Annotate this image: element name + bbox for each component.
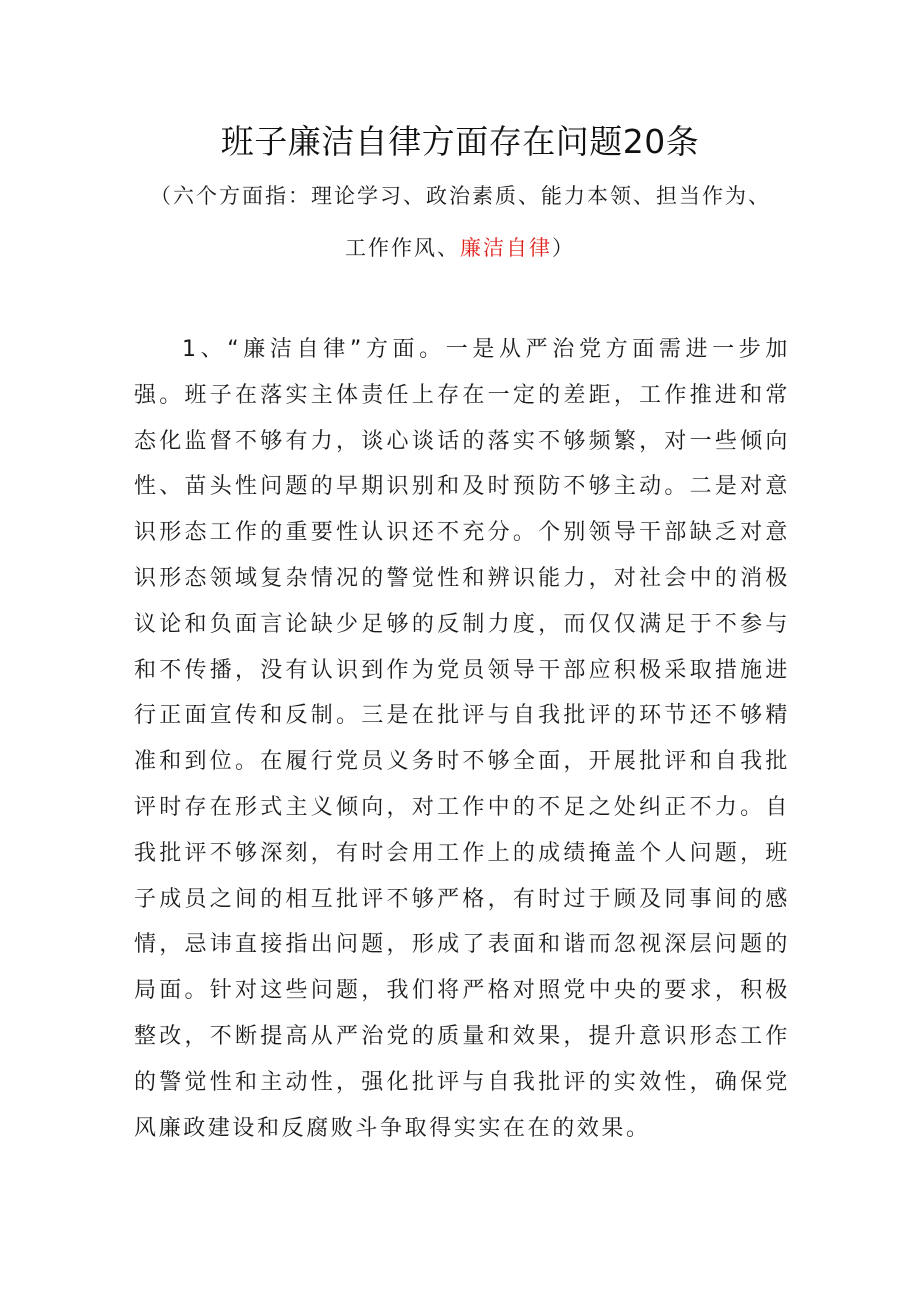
subtitle-line-2-suffix: ） <box>552 236 575 260</box>
subtitle-line-1: （六个方面指：理论学习、政治素质、能力本领、担当作为、 <box>150 184 771 208</box>
subtitle-line-2 <box>0 230 920 266</box>
subtitle-highlight: 廉洁自律 <box>460 236 552 260</box>
document-title: 班子廉洁自律方面存在问题20条 <box>220 122 700 161</box>
body-paragraph-1: 1、“廉洁自律”方面。一是从严治党方面需进一步加强。班子在落实主体责任上存在一定的差距，工作推进和常态化监督不够有力，谈心谈话的落实不够频繁，对一些倾向性、苗头性问题的早期识别和及时预防不够主动。二是对意识形态工作的重要性认识还不充分。个别领导干部缺乏对意识形态领域复杂情况的警觉性和辨识能力，对社会中的消极议论和负面言论缺少足够的反制力度，而仅仅满足于不参与和不传播，没有认识到作为党员领导干部应积极采取措施进行正面宣传和反制。三是在批评与自我批评的环节还不够精准和到位。在履行党员义务时不够全面，开展批评和自我批评时存在形式主义倾向，对工作中的不足之处纠正不力。自我批评不够深刻，有时会用工作上的成绩掩盖个人问题，班子成员之间的相互批评不够严格，有时过于顾及同事间的感情，忌讳直接指出问题，形成了表面和谐而忽视深层问题的局面。针对这些问题，我们将严格对照党中央的要求，积极整改，不断提高从严治党的质量和效果，提升意识形态工作的警觉性和主动性，强化批评与自我批评的实效性，确保党风廉政建设和反腐败斗争取得实实在在的效果。 <box>134 337 790 1141</box>
subtitle-line-2-prefix: 工作作风、 <box>345 236 460 260</box>
